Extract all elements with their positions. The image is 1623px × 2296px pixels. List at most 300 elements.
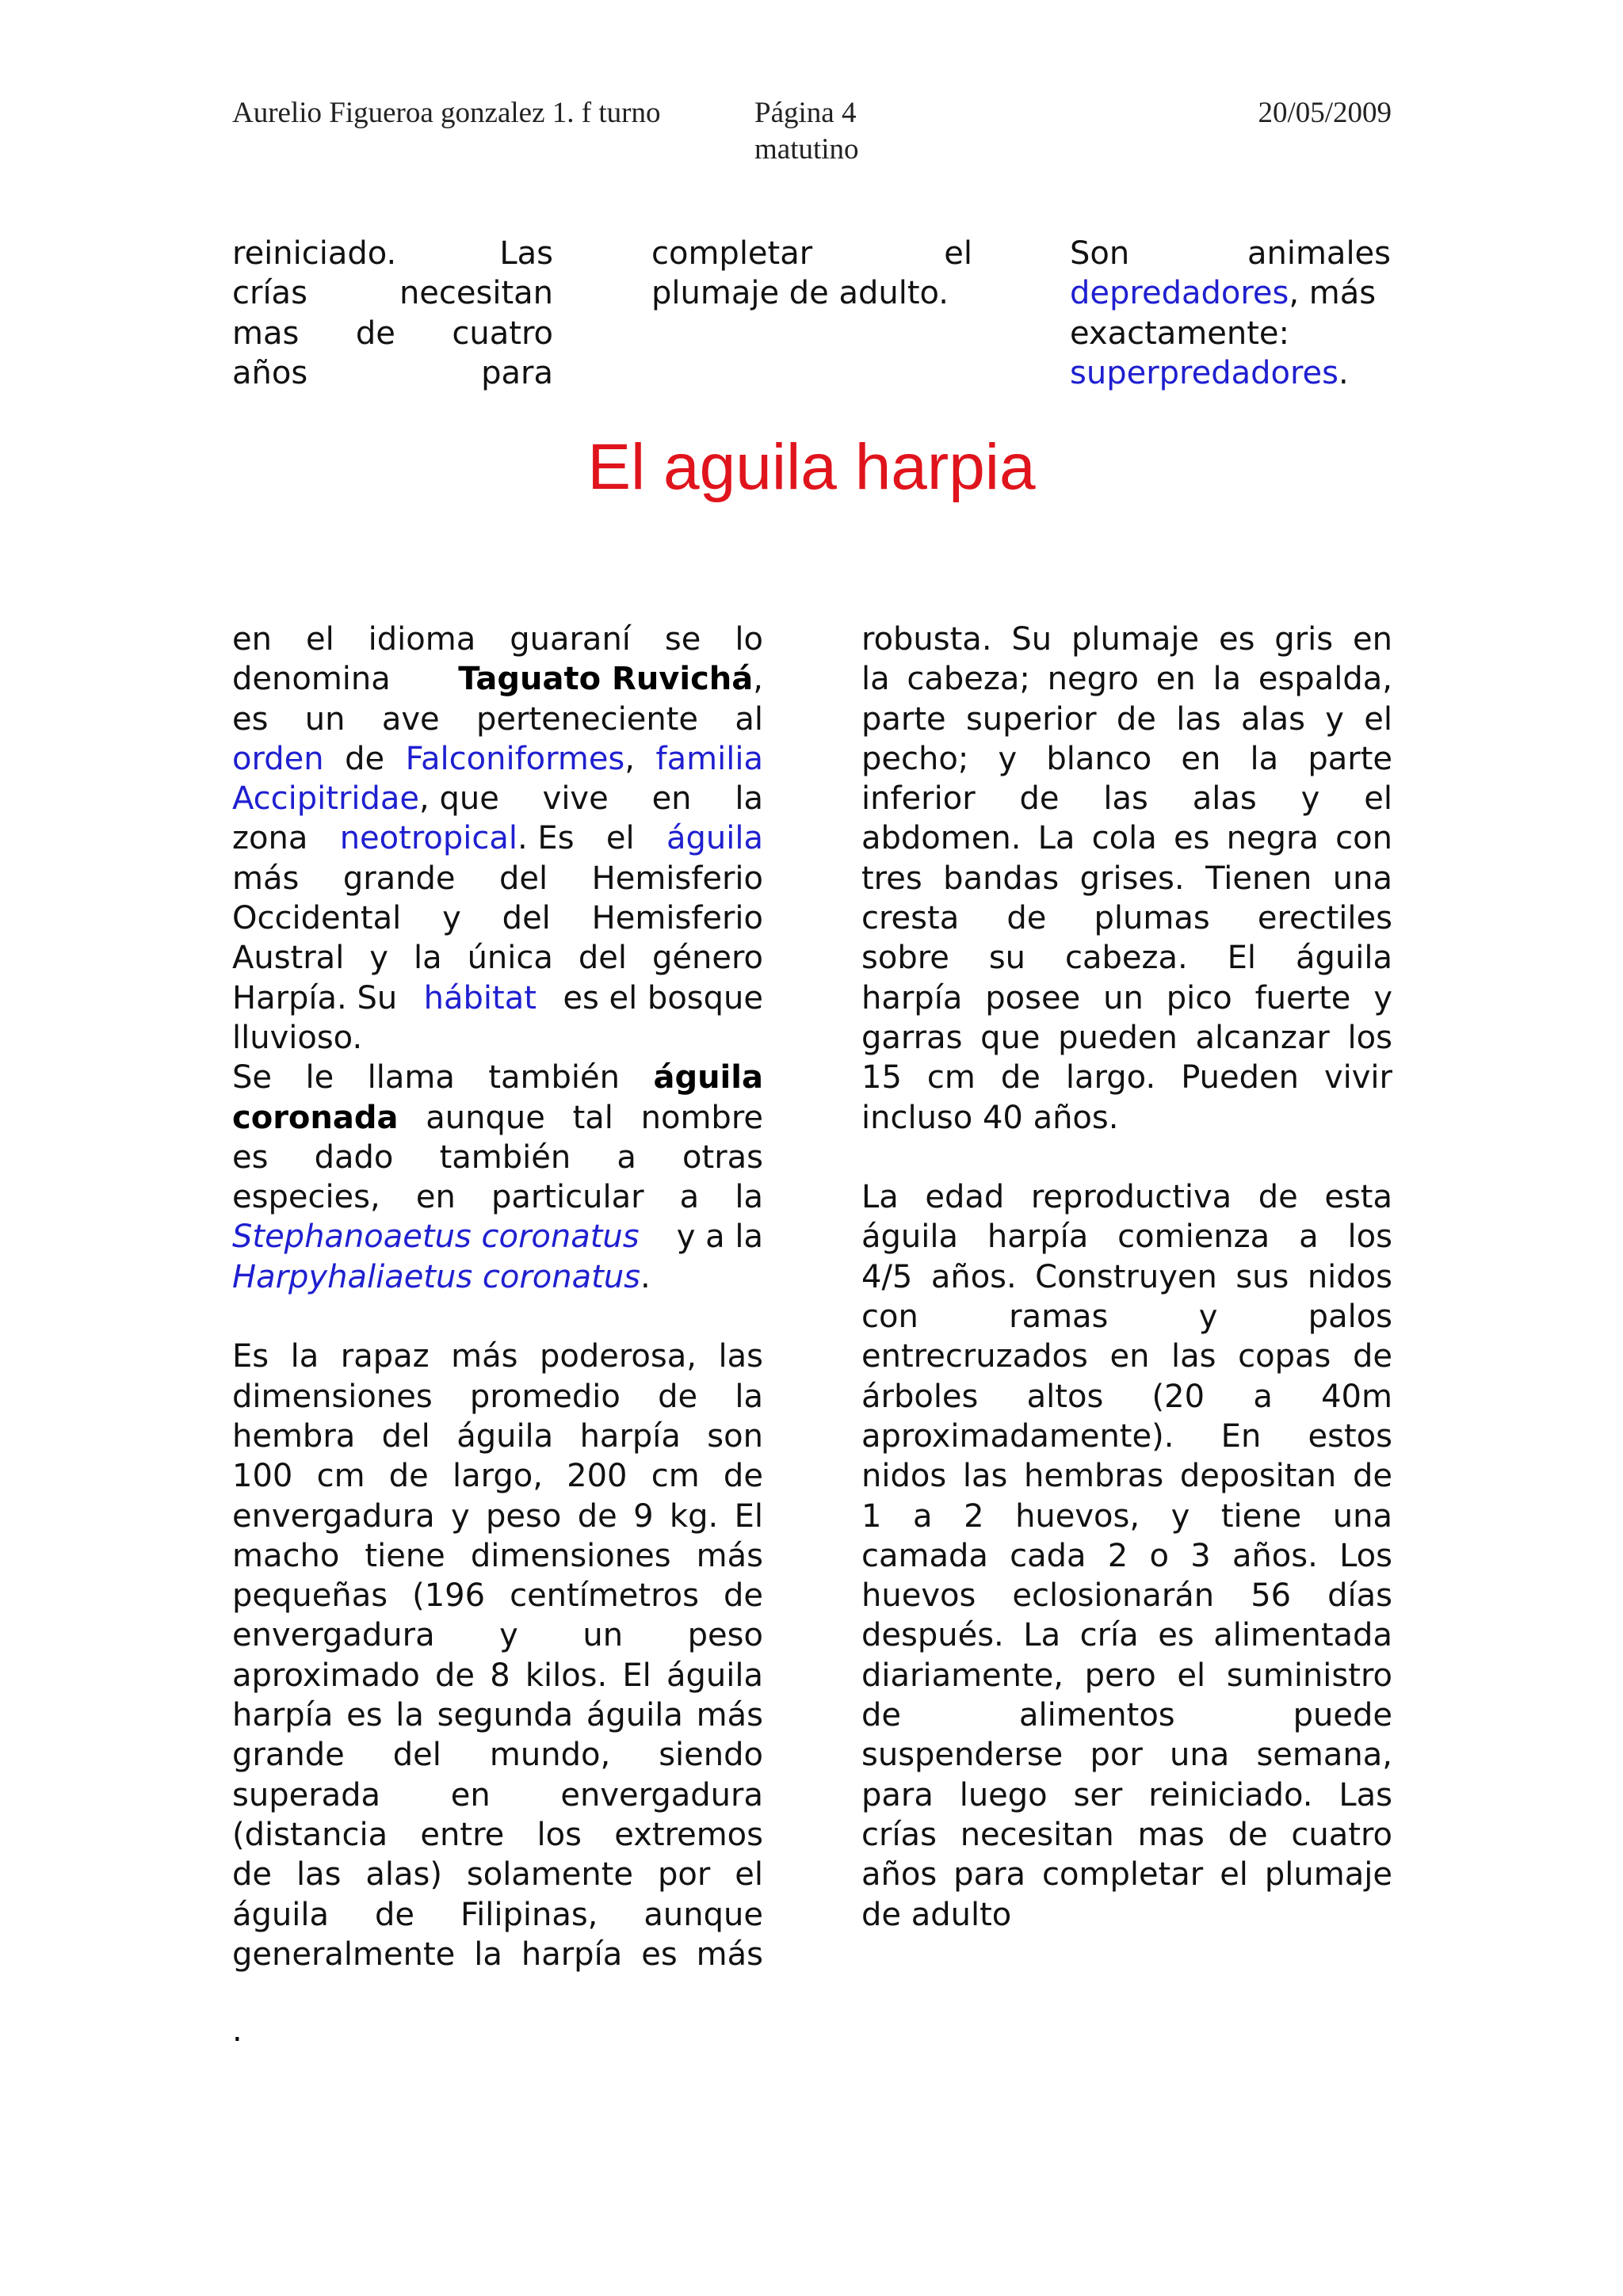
word: una xyxy=(1332,860,1392,897)
word: (distancia xyxy=(232,1816,388,1853)
word: Se xyxy=(232,1059,272,1097)
word: espalda, xyxy=(1258,661,1392,698)
text-fragment: , que xyxy=(419,780,499,818)
word: de xyxy=(1116,700,1156,738)
text-line xyxy=(232,1695,763,1735)
text-line xyxy=(861,1695,1392,1735)
word: semana, xyxy=(1256,1737,1392,1774)
word: lo xyxy=(735,621,763,658)
word: 2 xyxy=(964,1497,984,1535)
word: al xyxy=(735,700,763,738)
word: reiniciado. xyxy=(232,235,397,272)
word: 100 xyxy=(232,1458,293,1495)
word: camada xyxy=(861,1537,988,1574)
word: envergadura xyxy=(560,1776,763,1814)
word: a xyxy=(679,1179,700,1216)
word: en xyxy=(415,1179,456,1216)
word: fuerte xyxy=(1254,979,1351,1016)
word: Filipinas, xyxy=(460,1896,598,1933)
word: copas xyxy=(1238,1338,1331,1375)
word: plumaje de adulto. xyxy=(651,275,949,312)
word: zona xyxy=(232,820,308,857)
word: nombre xyxy=(640,1099,763,1136)
text-line xyxy=(232,1417,763,1456)
text-line xyxy=(232,978,763,1018)
word: águila xyxy=(666,1657,763,1694)
word: posee xyxy=(985,979,1081,1016)
word: nidos xyxy=(861,1458,947,1495)
word: sobre xyxy=(861,940,949,977)
word: crías xyxy=(861,1816,937,1853)
main-column-2 xyxy=(861,620,1392,1935)
word: cuatro xyxy=(452,315,553,352)
text-line xyxy=(861,1377,1392,1417)
word: los xyxy=(1347,1019,1392,1056)
word: 4/5 xyxy=(861,1258,913,1295)
word: estos xyxy=(1308,1417,1392,1455)
word: alas xyxy=(1240,700,1305,738)
word: envergadura xyxy=(232,1497,435,1535)
word: la xyxy=(861,661,890,698)
text-fragment: . xyxy=(1338,354,1349,391)
word: pecho; xyxy=(861,740,969,777)
text-line xyxy=(861,659,1392,699)
word: suministro xyxy=(1226,1657,1392,1694)
text-line xyxy=(861,1018,1392,1058)
word: con xyxy=(1335,820,1392,857)
word: tres xyxy=(861,860,922,897)
text-line xyxy=(232,1615,763,1655)
word: del xyxy=(499,860,548,897)
word: en xyxy=(232,621,272,658)
word: La xyxy=(861,1179,899,1216)
word: días xyxy=(1327,1577,1392,1615)
word: peso xyxy=(687,1617,763,1654)
text-line xyxy=(861,818,1392,858)
word: la xyxy=(1250,740,1279,777)
word: perteneciente xyxy=(475,700,698,738)
text-line xyxy=(232,273,553,313)
header-shift: matutino xyxy=(754,133,859,166)
word: pico xyxy=(1166,979,1232,1016)
word: de xyxy=(345,740,385,777)
word: de xyxy=(388,1458,429,1495)
word: superior xyxy=(965,700,1097,738)
word: negro xyxy=(1047,661,1140,698)
word: las xyxy=(1176,700,1221,738)
word: años xyxy=(232,354,308,391)
text-line xyxy=(232,779,763,818)
word: erectiles xyxy=(1257,900,1392,937)
word: 56 xyxy=(1251,1577,1292,1615)
word: kg. xyxy=(669,1497,719,1535)
link-depredadores[interactable]: depredadores xyxy=(1070,275,1289,312)
top-column-2 xyxy=(651,234,972,314)
word: poderosa, xyxy=(540,1338,697,1375)
text-line xyxy=(232,1456,763,1496)
text-line xyxy=(232,620,763,659)
word: La xyxy=(1023,1617,1061,1654)
text-line xyxy=(232,659,763,699)
paragraph xyxy=(861,1177,1392,1894)
text-line xyxy=(861,938,1392,978)
word: o xyxy=(1149,1537,1169,1574)
text-line xyxy=(861,1615,1392,1655)
word: Hemisferio xyxy=(591,900,763,937)
text-line xyxy=(232,1497,763,1536)
word: denomina xyxy=(232,661,391,698)
word: de xyxy=(1019,780,1060,818)
word: también xyxy=(488,1059,620,1097)
text-line xyxy=(861,700,1392,739)
word: (196 xyxy=(412,1577,486,1615)
word: pueden xyxy=(1058,1019,1178,1056)
word: Austral xyxy=(232,940,345,977)
word: aproximadamente). xyxy=(861,1417,1174,1455)
word: y xyxy=(998,740,1018,777)
link-habitat[interactable]: hábitat xyxy=(423,979,537,1016)
word: siendo xyxy=(659,1737,763,1774)
word: entrecruzados xyxy=(861,1338,1088,1375)
word: del xyxy=(578,940,627,977)
word: cría xyxy=(1079,1617,1139,1654)
word: mundo, xyxy=(489,1737,611,1774)
word: es xyxy=(346,1697,383,1734)
word: un xyxy=(582,1617,624,1654)
text-line xyxy=(232,1815,763,1855)
text-fragment: y a la xyxy=(676,1219,763,1256)
word: años xyxy=(861,1856,938,1894)
word: de xyxy=(658,1378,698,1415)
word: la xyxy=(413,940,442,977)
header-author: Aurelio Figueroa gonzalez 1. f turno xyxy=(232,97,661,129)
word: mas xyxy=(232,315,300,352)
word: la xyxy=(1212,661,1242,698)
main-column-1 xyxy=(232,620,763,1974)
text-line xyxy=(861,1497,1392,1536)
word: águila xyxy=(861,1219,958,1256)
word: las xyxy=(1171,1338,1216,1375)
word: Construyen xyxy=(1035,1258,1217,1295)
word: en xyxy=(1109,1338,1150,1375)
text-line xyxy=(861,1775,1392,1815)
word: harpía xyxy=(861,979,963,1016)
link-superpredadores[interactable]: superpredadores xyxy=(1070,354,1338,391)
word: Los xyxy=(1339,1537,1392,1574)
word: comienza xyxy=(1117,1219,1270,1256)
word: necesitan xyxy=(399,275,553,312)
word: es xyxy=(232,1138,269,1176)
word: aunque xyxy=(643,1896,763,1933)
header-page-label: Página 4 xyxy=(754,97,857,129)
word: de xyxy=(355,315,395,352)
word: Es xyxy=(232,1338,269,1375)
word: del xyxy=(392,1737,441,1774)
word: la xyxy=(735,1378,763,1415)
word: 8 xyxy=(490,1657,510,1694)
word: tiene xyxy=(365,1537,445,1574)
word: alimentos xyxy=(1018,1697,1175,1734)
word: generalmente xyxy=(232,1936,456,1973)
text-line xyxy=(861,1656,1392,1695)
word: para xyxy=(481,354,553,391)
word: kilos. xyxy=(525,1657,608,1694)
word: gris xyxy=(1274,621,1334,658)
text-line xyxy=(861,1177,1392,1217)
word: los xyxy=(537,1816,582,1853)
word: puede xyxy=(1293,1697,1392,1734)
word: ramas xyxy=(1009,1299,1109,1336)
word: el xyxy=(305,621,334,658)
word: del xyxy=(381,1417,430,1455)
word: es xyxy=(1158,1617,1194,1654)
word: El xyxy=(622,1657,651,1694)
word: alas) xyxy=(365,1856,442,1894)
word: entre xyxy=(420,1816,505,1853)
word: (20 xyxy=(1151,1378,1205,1415)
text-line xyxy=(861,1297,1392,1337)
word: cada xyxy=(1010,1537,1086,1574)
word: suspenderse xyxy=(861,1737,1064,1774)
word: harpía xyxy=(987,1219,1089,1256)
word: ave xyxy=(381,700,440,738)
word: la xyxy=(735,780,763,818)
word: peso xyxy=(486,1497,562,1535)
paragraph xyxy=(861,620,1392,1098)
text-line xyxy=(861,1456,1392,1496)
text-line xyxy=(651,234,972,273)
text-fragment: , xyxy=(624,740,635,777)
word: bandas xyxy=(943,860,1060,897)
word: más xyxy=(696,1697,763,1734)
word: en xyxy=(450,1776,491,1814)
word: águila xyxy=(1295,940,1392,977)
word: el xyxy=(944,235,972,272)
word: promedio xyxy=(469,1378,621,1415)
word: es xyxy=(641,1936,678,1973)
word: Pueden xyxy=(1181,1059,1299,1097)
document-title: El aguila harpia xyxy=(587,431,1036,503)
word: dado xyxy=(314,1138,394,1176)
word: El xyxy=(1227,940,1257,977)
text-line xyxy=(232,353,553,393)
word: tiene xyxy=(1220,1497,1302,1535)
text-line xyxy=(232,1855,763,1894)
word: animales xyxy=(1247,235,1391,272)
word: reproductiva xyxy=(1030,1179,1232,1216)
word: más xyxy=(232,860,300,897)
word: con xyxy=(861,1299,918,1336)
word: y xyxy=(450,1497,470,1535)
link-stephanoaetus[interactable]: Stephanoaetus coronatus xyxy=(232,1219,640,1256)
word: vivir xyxy=(1323,1059,1392,1097)
word: cresta xyxy=(861,900,960,937)
bold-term-coronada: coronada xyxy=(232,1099,399,1136)
word: y xyxy=(1325,700,1344,738)
text-line xyxy=(1070,314,1391,353)
paragraph-gap xyxy=(861,1138,1392,1177)
word: a xyxy=(913,1497,933,1535)
word: alas xyxy=(1192,780,1257,818)
word: extremos xyxy=(614,1816,763,1853)
word: es xyxy=(232,700,269,738)
word: grises. xyxy=(1079,860,1185,897)
link-neotropical[interactable]: neotropical xyxy=(339,820,517,857)
word: dimensiones xyxy=(470,1537,671,1574)
word: En xyxy=(1220,1417,1262,1455)
word: de xyxy=(577,1497,617,1535)
word: de xyxy=(1352,1338,1392,1375)
link-accipitridae[interactable]: Accipitridae xyxy=(232,780,420,818)
word: el xyxy=(1220,1856,1248,1894)
word: exactamente: xyxy=(1070,315,1289,352)
header-date: 20/05/2009 xyxy=(1258,97,1392,129)
text-line xyxy=(861,1855,1392,1894)
word: una xyxy=(1170,1737,1230,1774)
word: vive xyxy=(542,780,609,818)
word: los xyxy=(1347,1219,1392,1256)
text-line xyxy=(861,1257,1392,1297)
word: esta xyxy=(1324,1179,1392,1216)
word: única xyxy=(467,940,553,977)
text-line xyxy=(232,898,763,938)
word: para xyxy=(861,1776,934,1814)
word: de xyxy=(1258,1179,1298,1216)
text-line xyxy=(861,1058,1392,1097)
word: y xyxy=(369,940,388,977)
word: que xyxy=(980,1019,1041,1056)
word: después. xyxy=(861,1617,1004,1654)
word: robusta. xyxy=(861,621,992,658)
word: de xyxy=(1000,1059,1041,1097)
text-line xyxy=(861,1735,1392,1775)
word: es xyxy=(1218,621,1255,658)
text-fragment: , xyxy=(753,661,763,698)
word: a xyxy=(617,1138,636,1176)
word: y xyxy=(442,900,461,937)
word: y xyxy=(1170,1497,1190,1535)
word: completar xyxy=(651,235,813,272)
word: largo. xyxy=(1065,1059,1156,1097)
word: centímetros xyxy=(510,1577,699,1615)
word: 2 xyxy=(1107,1537,1128,1574)
word: lluvioso. xyxy=(232,1019,363,1056)
word: depositan xyxy=(1179,1458,1337,1495)
text-line xyxy=(232,1576,763,1615)
header-page xyxy=(754,95,889,168)
word: águila xyxy=(586,1697,683,1734)
word: de xyxy=(1006,900,1047,937)
word: solamente xyxy=(466,1856,634,1894)
link-falconiformes[interactable]: Falconiformes xyxy=(405,740,625,777)
word: a xyxy=(1253,1378,1273,1415)
word: reiniciado. xyxy=(1148,1776,1313,1814)
word: Tienen xyxy=(1205,860,1312,897)
word: alcanzar xyxy=(1195,1019,1330,1056)
word: diariamente, xyxy=(861,1657,1064,1694)
word: del xyxy=(502,900,551,937)
word: grande xyxy=(232,1737,345,1774)
text-line xyxy=(232,1735,763,1775)
word: águila xyxy=(456,1417,554,1455)
text-line xyxy=(651,273,972,313)
word: la xyxy=(395,1697,424,1734)
word: necesitan xyxy=(960,1816,1114,1853)
text-line xyxy=(861,1895,1392,1935)
word: un xyxy=(1103,979,1144,1016)
text-line xyxy=(232,314,553,353)
word: en xyxy=(1181,740,1221,777)
word: El xyxy=(734,1497,763,1535)
text-line xyxy=(861,739,1392,779)
text-line xyxy=(1070,353,1391,393)
word: 9 xyxy=(633,1497,654,1535)
word: edad xyxy=(925,1179,1005,1216)
word: harpía xyxy=(579,1417,681,1455)
word: cabeza. xyxy=(1064,940,1188,977)
text-line xyxy=(232,1656,763,1695)
word: más xyxy=(696,1537,763,1574)
text-line xyxy=(232,1058,763,1097)
word: cm xyxy=(316,1458,365,1495)
word: y xyxy=(1198,1299,1218,1336)
word: el xyxy=(1364,780,1392,818)
word: es xyxy=(1173,820,1210,857)
text-fragment: de adulto xyxy=(861,1896,1012,1933)
link-harpyhaliaetus[interactable]: Harpyhaliaetus coronatus xyxy=(232,1258,641,1295)
word: ser xyxy=(1073,1776,1123,1814)
word: un xyxy=(304,700,346,738)
word: guaraní xyxy=(510,621,631,658)
text-line xyxy=(232,1217,763,1257)
word: por xyxy=(657,1856,711,1894)
word: águila xyxy=(232,1896,329,1933)
word: por xyxy=(1090,1737,1143,1774)
word: tal xyxy=(572,1099,613,1136)
word: para xyxy=(953,1856,1026,1894)
word: dimensiones xyxy=(232,1378,433,1415)
link-familia[interactable]: familia xyxy=(655,740,763,777)
word: largo, xyxy=(452,1458,543,1495)
text-line xyxy=(861,779,1392,818)
word: palos xyxy=(1308,1299,1392,1336)
word: de xyxy=(435,1657,475,1694)
word: grande xyxy=(342,860,456,897)
word: pequeñas xyxy=(232,1577,388,1615)
word: abdomen. xyxy=(861,820,1022,857)
text-line xyxy=(861,898,1392,938)
link-orden[interactable]: orden xyxy=(232,740,324,777)
word: particular xyxy=(491,1179,644,1216)
word: eclosionarán xyxy=(1012,1577,1215,1615)
word: se xyxy=(664,621,701,658)
word: la xyxy=(474,1936,502,1973)
text-fragment: . Es xyxy=(517,820,575,857)
word: Hemisferio xyxy=(591,860,763,897)
word: las xyxy=(718,1338,763,1375)
text-fragment: es el bosque xyxy=(563,979,763,1016)
text-line xyxy=(232,1177,763,1217)
word: y xyxy=(1373,979,1392,1016)
text-line xyxy=(861,978,1392,1018)
word: de xyxy=(1228,1816,1268,1853)
word: de xyxy=(723,1458,763,1495)
word: sus xyxy=(1235,1258,1289,1295)
word: años. xyxy=(930,1258,1017,1295)
link-aguila[interactable]: águila xyxy=(666,820,763,857)
word: llama xyxy=(367,1059,455,1097)
top-column-3 xyxy=(1070,234,1391,393)
